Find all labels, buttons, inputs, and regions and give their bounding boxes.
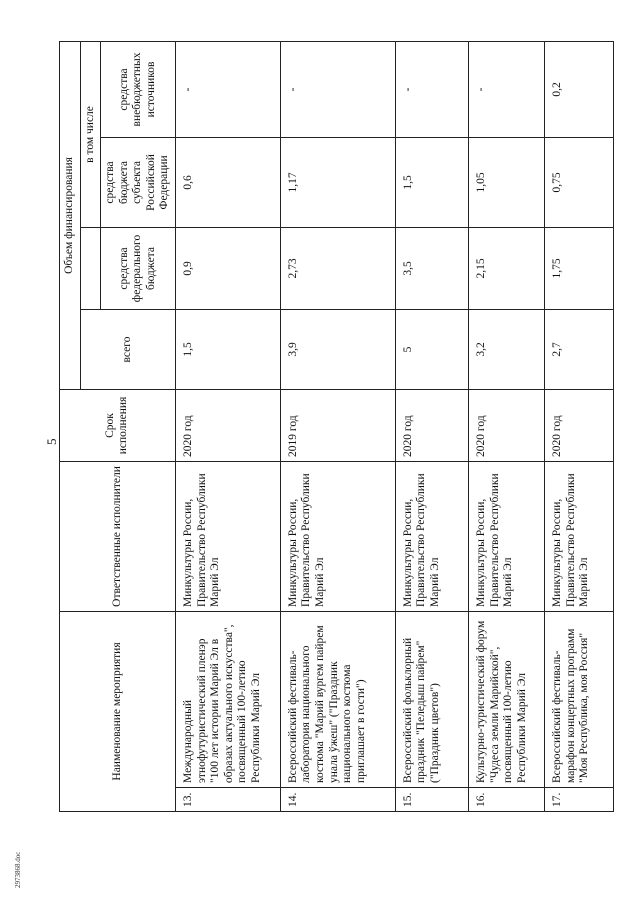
extra: - xyxy=(469,41,545,137)
header-name: Наименование мероприятия xyxy=(60,611,176,811)
event-name: Всероссийский фольклорный праздник "Пеледыш пайрем" ("Праздник цветов") xyxy=(395,611,469,787)
rotated-table-container xyxy=(59,42,614,812)
executors: Минкультуры России, Правительство Республики Марий Эл xyxy=(175,461,280,611)
row-number: 17. xyxy=(545,788,614,812)
regional: 0,75 xyxy=(545,137,614,227)
federal: 3,5 xyxy=(395,227,469,309)
deadline: 2019 год xyxy=(280,389,395,461)
deadline: 2020 год xyxy=(545,389,614,461)
funding-table xyxy=(59,41,614,812)
total: 3,9 xyxy=(280,309,395,389)
extra: - xyxy=(395,41,469,137)
extra: 0,2 xyxy=(545,41,614,137)
total: 5 xyxy=(395,309,469,389)
federal: 2,73 xyxy=(280,227,395,309)
total: 1,5 xyxy=(175,309,280,389)
federal: 2,15 xyxy=(469,227,545,309)
regional: 1,05 xyxy=(469,137,545,227)
table-row xyxy=(175,41,280,811)
deadline: 2020 год xyxy=(175,389,280,461)
header-deadline: Срок исполнения xyxy=(60,389,176,461)
extra: - xyxy=(280,41,395,137)
header-including: в том числе xyxy=(80,41,101,227)
regional: 1,5 xyxy=(395,137,469,227)
row-number: 14. xyxy=(280,788,395,812)
federal: 1,75 xyxy=(545,227,614,309)
extra: - xyxy=(175,41,280,137)
table-row xyxy=(469,41,545,811)
row-number: 13. xyxy=(175,788,280,812)
executors: Минкультуры России, Правительство Республики Марий Эл xyxy=(280,461,395,611)
page-number: 5 xyxy=(44,438,59,445)
header-funding: Объем финансирования xyxy=(60,41,81,389)
deadline: 2020 год xyxy=(469,389,545,461)
federal: 0,9 xyxy=(175,227,280,309)
header-total: всего xyxy=(80,309,175,389)
table-row xyxy=(545,41,614,811)
total: 3,2 xyxy=(469,309,545,389)
event-name: Международный этнофутуристический пленэр "100 лет истории Марий Эл в образах актуального искусства", посвященный 100-летию Республики Марий Эл xyxy=(175,611,280,787)
executors: Минкультуры России, Правительство Республики Марий Эл xyxy=(395,461,469,611)
table-row xyxy=(280,41,395,811)
regional: 0,6 xyxy=(175,137,280,227)
regional: 1,17 xyxy=(280,137,395,227)
row-number: 16. xyxy=(469,788,545,812)
document-id: 2973868.doc xyxy=(14,851,22,888)
event-name: Всероссийский фестиваль-марафон концертных программ "Моя Республика, моя Россия" xyxy=(545,611,614,787)
header-blank xyxy=(80,227,101,309)
header-extra: средства внебюджетных источников xyxy=(101,41,176,137)
header-regional: средства бюджета субъекта Российской Федерации xyxy=(101,137,176,227)
event-name: Всероссийский фестиваль-лаборатория национального костюма "Марий вургем пайрем унала ўжеш" ("Праздник национального костюма приглашает в гости") xyxy=(280,611,395,787)
table-row xyxy=(395,41,469,811)
deadline: 2020 год xyxy=(395,389,469,461)
executors: Минкультуры России, Правительство Республики Марий Эл xyxy=(545,461,614,611)
executors: Минкультуры России, Правительство Республики Марий Эл xyxy=(469,461,545,611)
header-executors: Ответственные исполнители xyxy=(60,461,176,611)
total: 2,7 xyxy=(545,309,614,389)
event-name: Культурно-туристический форум "Чудеса земли Марийской", посвященный 100-летию Республики Марий Эл xyxy=(469,611,545,787)
header-federal: средства федерального бюджета xyxy=(101,227,176,309)
row-number: 15. xyxy=(395,788,469,812)
